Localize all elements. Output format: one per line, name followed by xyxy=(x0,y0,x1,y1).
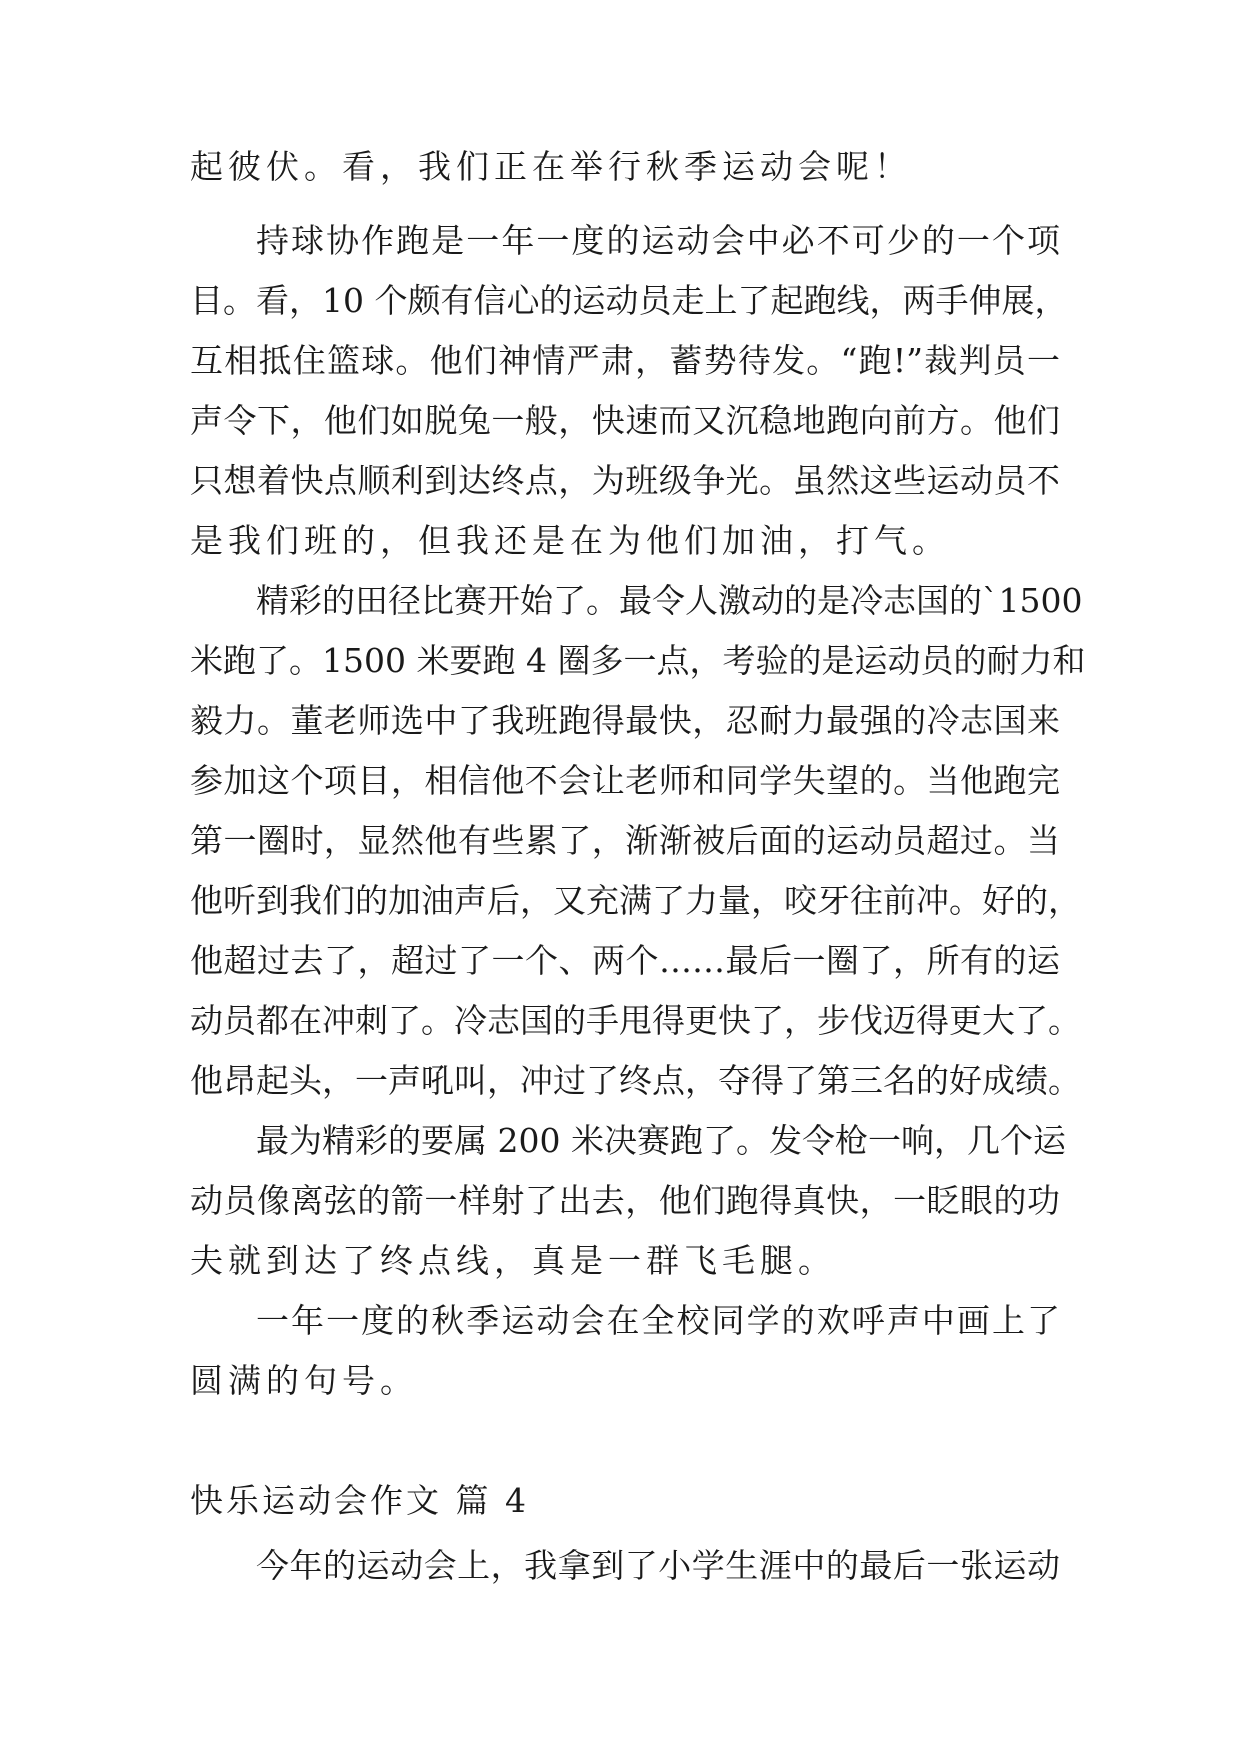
paragraph-line: 夫就到达了终点线，真是一群飞毛腿。 xyxy=(190,1241,836,1280)
paragraph-line: 精彩的田径比赛开始了。最令人激动的是冷志国的`1500 xyxy=(256,581,1083,620)
paragraph-line: 圆满的句号。 xyxy=(190,1361,418,1400)
paragraph-line: 米跑了。1500 米要跑 4 圈多一点，考验的是运动员的耐力和 xyxy=(190,641,1086,680)
paragraph-line: 一年一度的秋季运动会在全校同学的欢呼声中画上了 xyxy=(256,1301,1060,1340)
paragraph-line: 是我们班的，但我还是在为他们加油，打气。 xyxy=(190,521,950,560)
paragraph-line: 声令下，他们如脱兔一般，快速而又沉稳地跑向前方。他们 xyxy=(190,401,1060,440)
paragraph-line: 他昂起头，一声吼叫，冲过了终点，夺得了第三名的好成绩。 xyxy=(190,1061,1081,1100)
paragraph-line: 动员像离弦的箭一样射了出去，他们跑得真快，一眨眼的功 xyxy=(190,1181,1060,1220)
paragraph-line: 今年的运动会上，我拿到了小学生涯中的最后一张运动 xyxy=(256,1546,1060,1585)
paragraph-line: 他听到我们的加油声后，又充满了力量，咬牙往前冲。好的， xyxy=(190,881,1081,920)
paragraph-line: 起彼伏。看，我们正在举行秋季运动会呢！ xyxy=(190,147,912,186)
paragraph-line: 互相抵住篮球。他们神情严肃，蓄势待发。“跑!”裁判员一 xyxy=(190,341,1060,380)
paragraph-line: 目。看，10 个颇有信心的运动员走上了起跑线，两手伸展， xyxy=(190,281,1068,320)
paragraph-line: 他超过去了，超过了一个、两个……最后一圈了，所有的运 xyxy=(190,941,1060,980)
paragraph-line: 最为精彩的要属 200 米决赛跑了。发令枪一响，几个运 xyxy=(256,1121,1066,1160)
paragraph-line: 第一圈时，显然他有些累了，渐渐被后面的运动员超过。当 xyxy=(190,821,1060,860)
paragraph-line: 参加这个项目，相信他不会让老师和同学失望的。当他跑完 xyxy=(190,761,1060,800)
paragraph-line: 持球协作跑是一年一度的运动会中必不可少的一个项 xyxy=(256,221,1060,260)
paragraph-line: 只想着快点顺利到达终点，为班级争光。虽然这些运动员不 xyxy=(190,461,1060,500)
paragraph-line: 毅力。董老师选中了我班跑得最快，忍耐力最强的冷志国来 xyxy=(190,701,1060,740)
paragraph-line: 动员都在冲刺了。冷志国的手甩得更快了，步伐迈得更大了。 xyxy=(190,1001,1081,1040)
section-heading: 快乐运动会作文 篇 4 xyxy=(190,1481,529,1520)
